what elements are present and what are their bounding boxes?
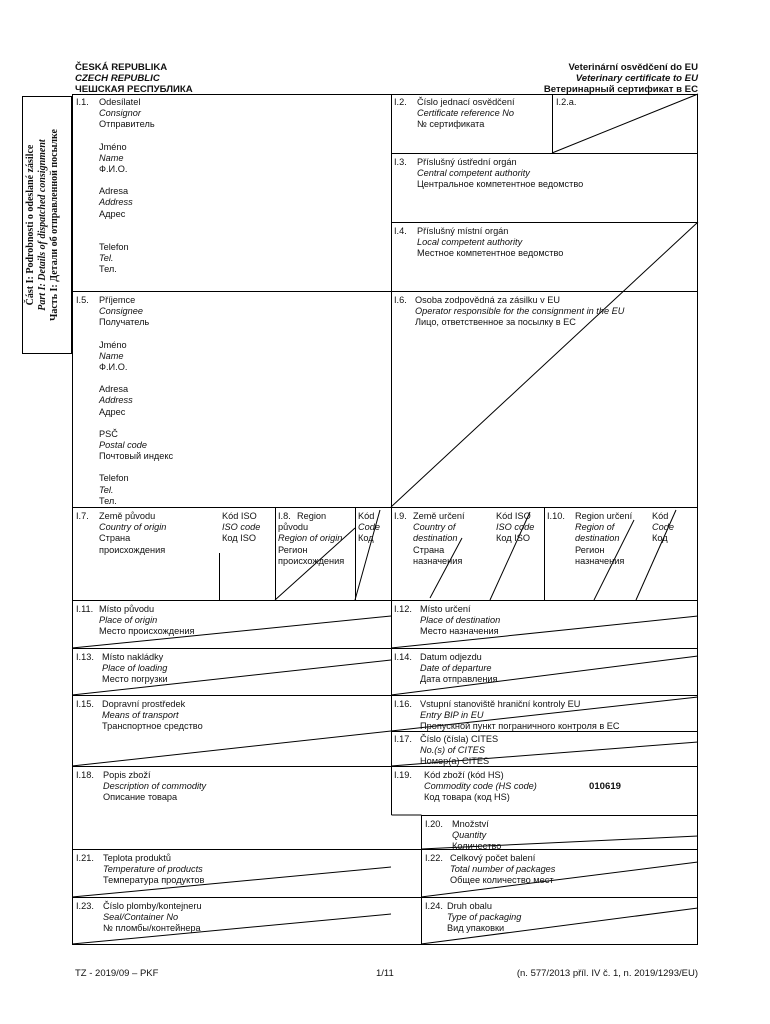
phone-label-ru: Тел. xyxy=(99,264,117,275)
box-number-i11: I.11. xyxy=(76,604,94,614)
central-authority-en: Central competent authority xyxy=(417,168,530,179)
consignee-phone-cs: Telefon xyxy=(99,473,129,484)
box-number-i23: I.23. xyxy=(76,901,94,911)
seal-container-ru: № пломбы/контейнера xyxy=(103,923,201,934)
box-place-of-origin xyxy=(99,604,194,638)
box-date-of-departure xyxy=(420,652,498,686)
consignee-address-en: Address xyxy=(99,395,133,406)
region-origin-ru-2: происхождения xyxy=(278,555,345,566)
transport-en: Means of transport xyxy=(102,710,179,721)
departure-date-ru: Дата отправления xyxy=(420,674,498,685)
total-packages-cs: Celkový počet balení xyxy=(450,853,536,863)
box-quantity xyxy=(452,819,501,853)
box-number-i13: I.13. xyxy=(76,652,94,662)
country-destination-ru: Страна xyxy=(413,544,445,555)
seal-container-cs: Číslo plomby/kontejneru xyxy=(103,901,202,911)
box-place-of-loading xyxy=(102,652,168,686)
box-number-i6: I.6. xyxy=(394,295,407,305)
operator-responsible-ru: Лицо, ответственное за посылку в ЕС xyxy=(415,317,576,328)
certificate-title-ru: Ветеринарный сертификат в ЕС xyxy=(543,84,698,95)
region-origin-ru: Регион xyxy=(278,544,308,555)
departure-date-en: Date of departure xyxy=(420,663,492,674)
box-number-i8: I.8. xyxy=(278,511,291,521)
box-entry-bip xyxy=(420,699,620,733)
box-number-i2: I.2. xyxy=(394,97,407,107)
local-authority-ru: Местное компетентное ведомство xyxy=(417,248,564,259)
temperature-cs: Teplota produktů xyxy=(103,853,171,863)
country-destination-ru-2: назначения xyxy=(413,555,463,566)
box-number-i3: I.3. xyxy=(394,157,407,167)
box-country-of-destination xyxy=(413,511,465,567)
region-origin-cs-2: původu xyxy=(278,522,309,533)
country-origin-en: Country of origin xyxy=(99,522,167,533)
packaging-en: Type of packaging xyxy=(447,912,522,923)
hs-code-value: 010619 xyxy=(589,781,622,792)
place-destination-en: Place of destination xyxy=(420,615,501,626)
operator-responsible-cs: Osoba zodpovědná za zásilku v EU xyxy=(415,295,561,305)
box-number-i15: I.15. xyxy=(76,699,94,709)
consignee-name-en: Name xyxy=(99,350,124,361)
entry-bip-en: Entry BIP in EU xyxy=(420,710,484,721)
address-label-en: Address xyxy=(99,197,133,208)
cites-en: No.(s) of CITES xyxy=(420,745,485,756)
place-destination-cs: Místo určení xyxy=(420,604,471,614)
place-origin-ru: Место происхождения xyxy=(99,626,195,637)
name-label-cs: Jméno xyxy=(99,141,127,152)
country-origin-ru-2: происхождения xyxy=(99,544,166,555)
region-origin-en: Region of origin xyxy=(278,533,343,544)
packaging-cs: Druh obalu xyxy=(447,901,492,911)
box-number-i18: I.18. xyxy=(76,770,94,780)
place-loading-ru: Место погрузки xyxy=(102,674,168,685)
consignee-address-cs: Adresa xyxy=(99,384,129,395)
local-authority-cs: Příslušný místní orgán xyxy=(417,226,509,236)
box-number-i1: I.1. xyxy=(76,97,89,107)
box-description-of-commodity xyxy=(103,770,206,804)
region-destination-ru-2: назначения xyxy=(575,555,625,566)
dest-region-code-ru: Код xyxy=(652,533,668,544)
central-authority-ru: Центральное компетентное ведомство xyxy=(417,179,584,190)
total-packages-ru: Общее количество мест xyxy=(450,875,554,886)
box-country-origin-iso xyxy=(222,511,260,545)
temperature-ru: Температура продуктов xyxy=(103,875,205,886)
temperature-en: Temperature of products xyxy=(103,864,203,875)
box-region-of-destination xyxy=(575,511,632,567)
cites-ru: Номер(а) CITES xyxy=(420,756,490,767)
dest-iso-ru: Код ISO xyxy=(496,533,530,544)
box-number-i7: I.7. xyxy=(76,511,89,521)
box-number-i24: I.24. xyxy=(425,901,443,911)
name-label-ru: Ф.И.О. xyxy=(99,164,128,175)
box-certificate-reference xyxy=(417,97,515,131)
region-origin-cs: Region xyxy=(297,511,327,521)
postal-code-cs: PSČ xyxy=(99,428,118,439)
box-number-i14: I.14. xyxy=(394,652,412,662)
box-number-i17: I.17. xyxy=(394,734,412,744)
certificate-reference-cs: Číslo jednací osvědčení xyxy=(417,97,515,107)
box-number-i9: I.9. xyxy=(394,511,407,521)
box-number-i10: I.10. xyxy=(547,511,565,521)
address-label-ru: Адрес xyxy=(99,208,126,219)
region-code-en: Code xyxy=(358,522,380,533)
total-packages-en: Total number of packages xyxy=(450,864,556,875)
box-consignee xyxy=(99,295,173,507)
footer-form-code: TZ - 2019/09 – PKF xyxy=(75,968,159,979)
box-region-destination-code xyxy=(652,511,674,545)
address-label-cs: Adresa xyxy=(99,186,129,197)
box-cites-numbers xyxy=(420,734,498,768)
commodity-description-en: Description of commodity xyxy=(103,781,207,792)
place-loading-cs: Místo nakládky xyxy=(102,652,164,662)
box-commodity-code xyxy=(424,770,537,804)
cites-cs: Číslo (čísla) CITES xyxy=(420,734,499,744)
region-destination-ru: Регион xyxy=(575,544,605,555)
consignee-name-ru: Ф.И.О. xyxy=(99,362,128,373)
consignee-label-cs: Příjemce xyxy=(99,295,136,305)
phone-label-cs: Telefon xyxy=(99,241,129,252)
place-origin-en: Place of origin xyxy=(99,615,158,626)
box-region-of-origin xyxy=(278,511,344,567)
box-means-of-transport xyxy=(102,699,203,733)
box-number-i20: I.20. xyxy=(425,819,443,829)
part-label-en: Part I: Details of dispatched consignment xyxy=(37,139,48,311)
seal-container-en: Seal/Container No xyxy=(103,912,179,923)
country-en: CZECH REPUBLIC xyxy=(75,73,160,84)
certificate-title-cs: Veterinární osvědčení do EU xyxy=(568,62,698,73)
consignee-phone-ru: Тел. xyxy=(99,495,117,506)
part-label-cs: Část I: Podrobnosti o odeslané zásilce xyxy=(25,144,36,306)
commodity-code-ru: Код товара (код HS) xyxy=(424,792,510,803)
commodity-code-en: Commodity code (HS code) xyxy=(424,781,537,792)
box-country-of-origin xyxy=(99,511,166,556)
departure-date-cs: Datum odjezdu xyxy=(420,652,482,662)
certificate-title-en: Veterinary certificate to EU xyxy=(575,73,698,84)
transport-ru: Транспортное средство xyxy=(102,721,203,732)
consignor-label-cs: Odesílatel xyxy=(99,97,141,107)
box-number-i19: I.19. xyxy=(394,770,412,780)
dest-iso-cs: Kód ISO xyxy=(496,511,531,521)
box-temperature-of-products xyxy=(103,853,204,887)
box-operator-responsible xyxy=(415,295,624,329)
country-ru: ЧЕШСКАЯ РЕСПУБЛИКА xyxy=(75,84,193,95)
region-destination-en-2: destination xyxy=(575,533,620,544)
consignee-label-en: Consignee xyxy=(99,306,143,317)
consignor-label-ru: Отправитель xyxy=(99,119,155,130)
entry-bip-cs: Vstupní stanoviště hraniční kontroly EU xyxy=(420,699,581,709)
quantity-en: Quantity xyxy=(452,830,487,841)
region-destination-cs: Region určení xyxy=(575,511,633,521)
phone-label-en: Tel. xyxy=(99,253,114,264)
box-number-i4: I.4. xyxy=(394,226,407,236)
place-loading-en: Place of loading xyxy=(102,663,168,674)
box-number-i21: I.21. xyxy=(76,853,94,863)
dest-iso-en: ISO code xyxy=(496,522,535,533)
dest-region-code-cs: Kód xyxy=(652,511,669,521)
box-number-i2a: I.2.a. xyxy=(556,97,577,107)
region-destination-en: Region of xyxy=(575,522,615,533)
footer-page-number: 1/11 xyxy=(376,968,394,979)
consignee-phone-en: Tel. xyxy=(99,484,114,495)
box-consignor xyxy=(99,97,155,275)
transport-cs: Dopravní prostředek xyxy=(102,699,186,709)
box-number-i12: I.12. xyxy=(394,604,412,614)
name-label-en: Name xyxy=(99,152,124,163)
part-label-ru: Часть I: Детали об отправленной посылке xyxy=(49,129,60,321)
country-cs: ČESKÁ REPUBLIKA xyxy=(75,62,168,73)
consignee-address-ru: Адрес xyxy=(99,406,126,417)
dest-region-code-en: Code xyxy=(652,522,674,533)
country-destination-cs: Země určení xyxy=(413,511,465,521)
footer-legal-reference: (n. 577/2013 příl. IV č. 1, n. 2019/1293/EU) xyxy=(516,968,698,979)
commodity-description-cs: Popis zboží xyxy=(103,770,151,780)
consignee-name-cs: Jméno xyxy=(99,339,127,350)
quantity-cs: Množství xyxy=(452,819,489,829)
box-central-authority xyxy=(417,157,583,191)
box-total-packages xyxy=(450,853,555,887)
iso-code-ru: Код ISO xyxy=(222,533,256,544)
country-origin-ru: Страна xyxy=(99,533,131,544)
box-type-of-packaging xyxy=(447,901,521,935)
certificate-reference-ru: № сертификата xyxy=(417,119,485,130)
country-destination-en-2: destination xyxy=(413,533,458,544)
box-seal-container xyxy=(103,901,202,935)
commodity-description-ru: Описание товара xyxy=(103,792,178,803)
operator-responsible-en: Operator responsible for the consignment in the EU xyxy=(415,306,625,317)
country-destination-en: Country of xyxy=(413,522,456,533)
box-number-i22: I.22. xyxy=(425,853,443,863)
box-number-i16: I.16. xyxy=(394,699,412,709)
place-origin-cs: Místo původu xyxy=(99,604,155,614)
quantity-ru: Количество xyxy=(452,841,502,852)
packaging-ru: Вид упаковки xyxy=(447,923,505,934)
box-country-destination-iso xyxy=(496,511,534,545)
consignor-label-en: Consignor xyxy=(99,108,141,119)
consignee-label-ru: Получатель xyxy=(99,317,150,328)
box-number-i5: I.5. xyxy=(76,295,89,305)
commodity-code-cs: Kód zboží (kód HS) xyxy=(424,770,504,780)
iso-code-cs: Kód ISO xyxy=(222,511,257,521)
central-authority-cs: Příslušný ústřední orgán xyxy=(417,157,517,167)
certificate-reference-en: Certificate reference No xyxy=(417,108,515,119)
postal-code-en: Postal code xyxy=(99,440,148,451)
region-code-cs: Kód xyxy=(358,511,375,521)
box-region-origin-code xyxy=(358,511,380,545)
postal-code-ru: Почтовый индекс xyxy=(99,451,174,462)
iso-code-en: ISO code xyxy=(222,522,261,533)
country-origin-cs: Země původu xyxy=(99,511,156,521)
place-destination-ru: Место назначения xyxy=(420,626,499,637)
box-place-of-destination xyxy=(420,604,500,638)
local-authority-en: Local competent authority xyxy=(417,237,523,248)
box-local-authority xyxy=(417,226,563,260)
region-code-ru: Код xyxy=(358,533,374,544)
entry-bip-ru: Пропускной пункт пограничного контроля в ЕС xyxy=(420,721,620,732)
